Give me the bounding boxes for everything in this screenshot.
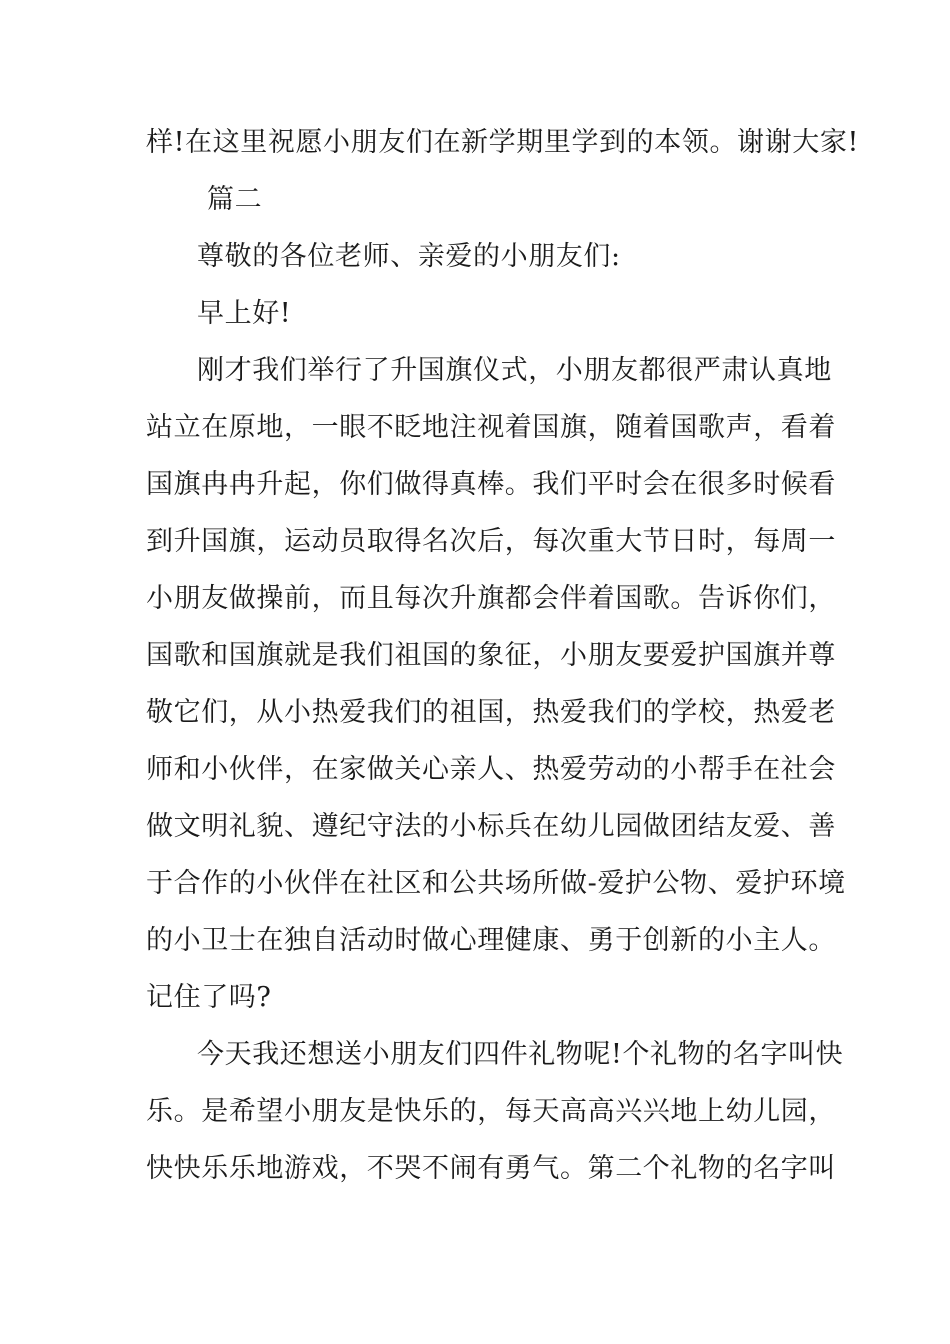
text-line-18: 乐。是希望小朋友是快乐的，每天高高兴兴地上幼儿园， <box>146 1096 836 1127</box>
text-line-1: 样!在这里祝愿小朋友们在新学期里学到的本领。谢谢大家! <box>146 127 859 158</box>
text-line-5: 刚才我们举行了升国旗仪式，小朋友都很严肃认真地 <box>197 355 832 386</box>
text-line-9: 小朋友做操前，而且每次升旗都会伴着国歌。告诉你们， <box>146 583 836 614</box>
text-line-7: 国旗冉冉升起，你们做得真棒。我们平时会在很多时候看 <box>146 469 836 500</box>
text-line-10: 国歌和国旗就是我们祖国的象征，小朋友要爱护国旗并尊 <box>146 640 836 671</box>
text-line-13: 做文明礼貌、遵纪守法的小标兵在幼儿园做团结友爱、善 <box>146 811 836 842</box>
text-line-12: 师和小伙伴，在家做关心亲人、热爱劳动的小帮手在社会 <box>146 754 836 785</box>
greeting: 早上好! <box>197 298 292 329</box>
text-line-15: 的小卫士在独自活动时做心理健康、勇于创新的小主人。 <box>146 925 836 956</box>
salutation: 尊敬的各位老师、亲爱的小朋友们: <box>197 241 621 272</box>
text-line-6: 站立在原地，一眼不眨地注视着国旗，随着国歌声，看着 <box>146 412 836 443</box>
text-line-14: 于合作的小伙伴在社区和公共场所做-爱护公物、爱护环境 <box>146 868 846 899</box>
section-heading: 篇二 <box>207 184 263 215</box>
text-line-17: 今天我还想送小朋友们四件礼物呢!个礼物的名字叫快 <box>197 1039 844 1070</box>
text-line-19: 快快乐乐地游戏，不哭不闹有勇气。第二个礼物的名字叫 <box>146 1153 836 1184</box>
text-line-11: 敬它们，从小热爱我们的祖国，热爱我们的学校，热爱老 <box>146 697 836 728</box>
text-line-8: 到升国旗，运动员取得名次后，每次重大节日时，每周一 <box>146 526 836 557</box>
text-line-16: 记住了吗? <box>146 982 272 1013</box>
